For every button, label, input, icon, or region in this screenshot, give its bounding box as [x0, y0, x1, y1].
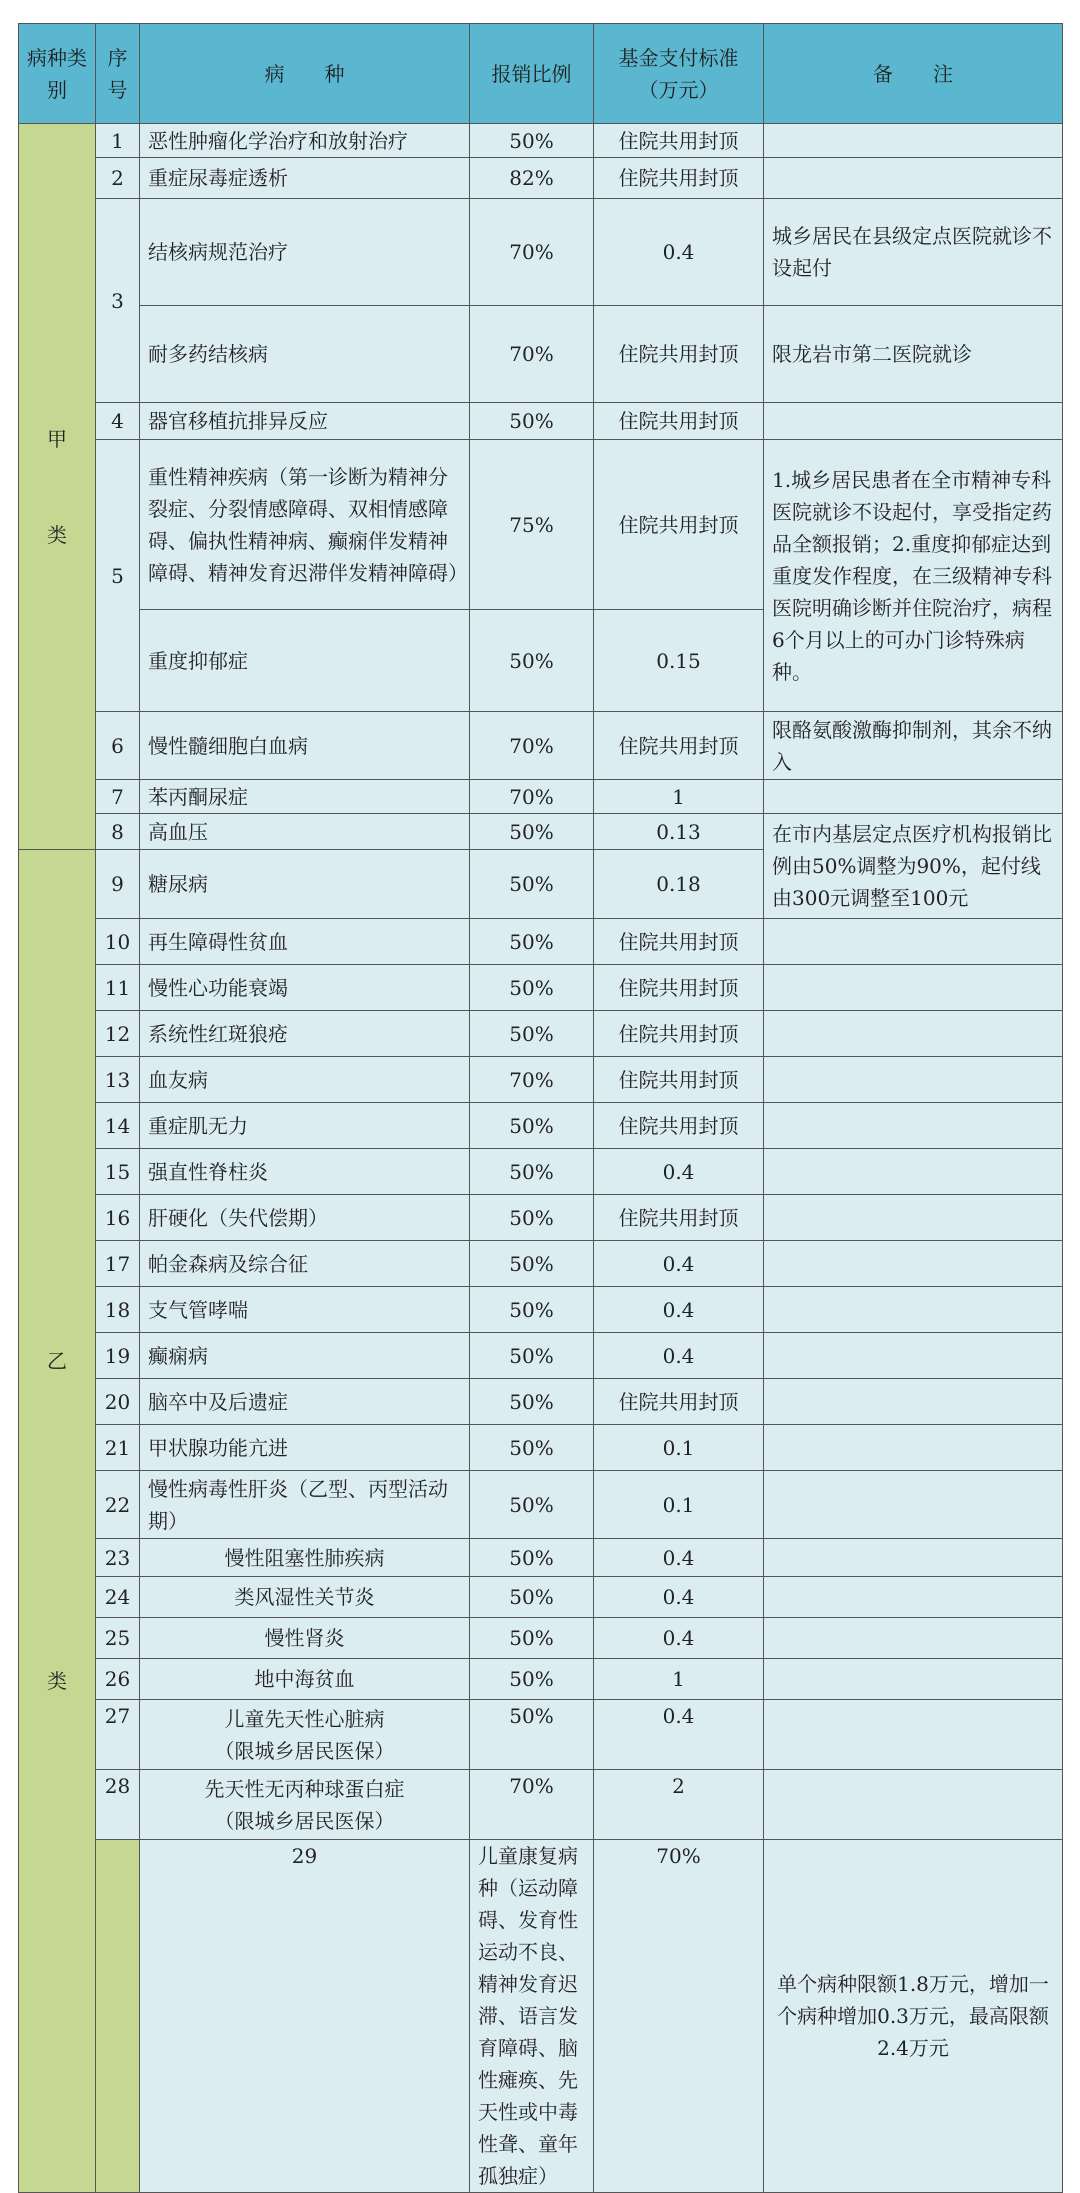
remark [764, 919, 1063, 965]
remark [764, 1471, 1063, 1539]
disease-name: 重性精神疾病（第一诊断为精神分裂症、分裂情感障碍、双相情感障碍、偏执性精神病、癫痫伴发精神障碍、精神发育迟滞伴发精神障碍） [140, 440, 470, 610]
fund-standard: 1 [594, 780, 764, 814]
reimbursement-ratio: 50% [470, 1195, 594, 1241]
reimbursement-ratio: 50% [470, 1471, 594, 1539]
fund-standard: 1 [594, 1659, 764, 1700]
reimbursement-ratio: 50% [470, 610, 594, 712]
header-fund-line1: 基金支付标准 [618, 45, 739, 70]
reimbursement-ratio: 70% [470, 306, 594, 403]
table-row [19, 199, 1063, 306]
remark [764, 1287, 1063, 1333]
disease-name: 重症肌无力 [140, 1103, 470, 1149]
reimbursement-ratio: 70% [470, 712, 594, 780]
disease-name: 慢性心功能衰竭 [140, 965, 470, 1011]
header-remark: 备 注 [764, 24, 1063, 124]
fund-standard: 住院共用封顶 [594, 965, 764, 1011]
reimbursement-ratio: 50% [470, 1659, 594, 1700]
reimbursement-ratio: 75% [470, 440, 594, 610]
disease-name: 高血压 [140, 814, 470, 850]
table-row [19, 1287, 1063, 1333]
fund-standard: 住院共用封顶 [594, 306, 764, 403]
row-number: 11 [96, 965, 140, 1011]
reimbursement-ratio: 70% [470, 1770, 594, 1840]
remark [764, 1011, 1063, 1057]
header-category: 病种类别 [19, 24, 96, 124]
category-yi-char2: 类 [47, 1669, 67, 1693]
category-jia [19, 124, 96, 850]
fund-standard: 0.15 [594, 610, 764, 712]
disease-name: 重度抑郁症 [140, 610, 470, 712]
fund-standard: 单个病种限额1.8万元，增加一个病种增加0.3万元，最高限额2.4万元 [764, 1840, 1063, 2193]
fund-standard: 住院共用封顶 [594, 712, 764, 780]
fund-standard: 住院共用封顶 [594, 1103, 764, 1149]
fund-standard: 0.4 [594, 1287, 764, 1333]
fund-standard: 0.4 [594, 1149, 764, 1195]
disease-name: 慢性髓细胞白血病 [140, 712, 470, 780]
reimbursement-ratio: 50% [470, 814, 594, 850]
remark [764, 1057, 1063, 1103]
remark [764, 965, 1063, 1011]
reimbursement-ratio: 50% [470, 1149, 594, 1195]
header-disease: 病 种 [140, 24, 470, 124]
disease-name: 癫痫病 [140, 1333, 470, 1379]
category-yi-continuation [96, 1840, 140, 2193]
disease-name: 地中海贫血 [140, 1659, 470, 1700]
remark [764, 1333, 1063, 1379]
reimbursement-ratio: 50% [470, 1287, 594, 1333]
fund-standard: 住院共用封顶 [594, 919, 764, 965]
remark: 限酪氨酸激酶抑制剂，其余不纳入 [764, 712, 1063, 780]
fund-standard: 住院共用封顶 [594, 1379, 764, 1425]
remark [764, 1577, 1063, 1618]
table-row [19, 1700, 1063, 1770]
disease-name-line1: 先天性无丙种球蛋白症 [204, 1776, 405, 1801]
disease-name: 血友病 [140, 1057, 470, 1103]
category-yi-char1: 乙 [47, 1349, 67, 1373]
fund-standard: 住院共用封顶 [594, 124, 764, 158]
table-row [19, 1471, 1063, 1539]
fund-standard: 0.4 [594, 1241, 764, 1287]
disease-name-line1: 儿童先天性心脏病 [224, 1706, 385, 1731]
table-row [19, 1618, 1063, 1659]
table-row [19, 1103, 1063, 1149]
table-row [19, 306, 1063, 403]
disease-name-line2: （限城乡居民医保） [214, 1808, 395, 1833]
table-row [19, 814, 1063, 850]
fund-standard: 住院共用封顶 [594, 158, 764, 199]
fund-standard: 0.13 [594, 814, 764, 850]
reimbursement-ratio: 50% [470, 124, 594, 158]
disease-reimbursement-table [18, 23, 1062, 2193]
fund-standard: 住院共用封顶 [594, 1057, 764, 1103]
table-row [19, 780, 1063, 814]
row-number: 21 [96, 1425, 140, 1471]
table-row [19, 158, 1063, 199]
table-row [19, 965, 1063, 1011]
header-fund-line2: （万元） [638, 77, 719, 102]
row-number: 1 [96, 124, 140, 158]
fund-standard: 住院共用封顶 [594, 1195, 764, 1241]
remark: 限龙岩市第二医院就诊 [764, 306, 1063, 403]
reimbursement-ratio: 82% [470, 158, 594, 199]
reimbursement-ratio: 50% [470, 1700, 594, 1770]
fund-standard: 0.4 [594, 1700, 764, 1770]
disease-name: 强直性脊柱炎 [140, 1149, 470, 1195]
reimbursement-ratio: 70% [594, 1840, 764, 2193]
disease-name: 慢性肾炎 [140, 1618, 470, 1659]
fund-standard: 2 [594, 1770, 764, 1840]
table-row [19, 440, 1063, 610]
disease-name: 器官移植抗排异反应 [140, 403, 470, 440]
table-row [19, 1333, 1063, 1379]
reimbursement-ratio: 50% [470, 1539, 594, 1577]
table-row [19, 1241, 1063, 1287]
reimbursement-ratio: 50% [470, 1618, 594, 1659]
row-number: 18 [96, 1287, 140, 1333]
reimbursement-ratio: 50% [470, 1103, 594, 1149]
fund-standard: 0.18 [594, 850, 764, 919]
table-row [19, 403, 1063, 440]
table-row [19, 1379, 1063, 1425]
row-number: 28 [96, 1770, 140, 1840]
disease-name: 再生障碍性贫血 [140, 919, 470, 965]
row-number: 7 [96, 780, 140, 814]
remark [764, 158, 1063, 199]
fund-standard: 0.1 [594, 1425, 764, 1471]
remark [764, 124, 1063, 158]
remark [764, 780, 1063, 814]
remark [764, 1770, 1063, 1840]
disease-name: 支气管哮喘 [140, 1287, 470, 1333]
row-number: 14 [96, 1103, 140, 1149]
remark [764, 1195, 1063, 1241]
remark [764, 403, 1063, 440]
header-ratio: 报销比例 [470, 24, 594, 124]
reimbursement-ratio: 50% [470, 1379, 594, 1425]
fund-standard: 0.4 [594, 1618, 764, 1659]
row-number: 12 [96, 1011, 140, 1057]
disease-name-line2: （限城乡居民医保） [214, 1738, 395, 1763]
disease-name [140, 1700, 470, 1770]
disease-name: 肝硬化（失代偿期） [140, 1195, 470, 1241]
reimbursement-ratio: 50% [470, 403, 594, 440]
disease-name: 类风湿性关节炎 [140, 1577, 470, 1618]
row-number: 15 [96, 1149, 140, 1195]
row-number: 2 [96, 158, 140, 199]
fund-standard: 0.4 [594, 199, 764, 306]
disease-name: 儿童康复病种（运动障碍、发育性运动不良、精神发育迟滞、语言发育障碍、脑性瘫痪、先天性或中毒性聋、童年孤独症） [470, 1840, 594, 2193]
row-number: 29 [140, 1840, 470, 2193]
row-number: 25 [96, 1618, 140, 1659]
reimbursement-ratio: 70% [470, 780, 594, 814]
table-row [19, 1149, 1063, 1195]
disease-name [140, 1770, 470, 1840]
row-number: 19 [96, 1333, 140, 1379]
table-row [19, 1057, 1063, 1103]
table-row [19, 1195, 1063, 1241]
remark [764, 1539, 1063, 1577]
remark [764, 1700, 1063, 1770]
remark [764, 1618, 1063, 1659]
table-row [19, 1011, 1063, 1057]
row-number: 3 [96, 199, 140, 403]
category-yi [19, 850, 96, 2193]
category-jia-char1: 甲 [47, 426, 67, 451]
header-fund [594, 24, 764, 124]
row-number: 9 [96, 850, 140, 919]
row-number: 8 [96, 814, 140, 850]
row-number: 13 [96, 1057, 140, 1103]
row-number: 26 [96, 1659, 140, 1700]
disease-name: 重症尿毒症透析 [140, 158, 470, 199]
reimbursement-ratio: 50% [470, 1333, 594, 1379]
row-number: 5 [96, 440, 140, 712]
disease-name: 耐多药结核病 [140, 306, 470, 403]
disease-name: 帕金森病及综合征 [140, 1241, 470, 1287]
remark [764, 1379, 1063, 1425]
row-number: 24 [96, 1577, 140, 1618]
category-jia-char2: 类 [47, 522, 67, 547]
fund-standard: 住院共用封顶 [594, 1011, 764, 1057]
row-number: 20 [96, 1379, 140, 1425]
table-row [19, 1577, 1063, 1618]
reimbursement-ratio: 70% [470, 1057, 594, 1103]
reimbursement-ratio: 50% [470, 850, 594, 919]
fund-standard: 住院共用封顶 [594, 440, 764, 610]
disease-name: 结核病规范治疗 [140, 199, 470, 306]
fund-standard: 0.4 [594, 1539, 764, 1577]
table-row [19, 1840, 1063, 2193]
table-row [19, 919, 1063, 965]
disease-name: 脑卒中及后遗症 [140, 1379, 470, 1425]
header-seq: 序号 [96, 24, 140, 124]
disease-name: 苯丙酮尿症 [140, 780, 470, 814]
remark: 1.城乡居民患者在全市精神专科医院就诊不设起付，享受指定药品全额报销；2.重度抑郁症达到重度发作程度，在三级精神专科医院明确诊断并住院治疗，病程6个月以上的可办门诊特殊病种。 [764, 440, 1063, 712]
reimbursement-ratio: 50% [470, 1577, 594, 1618]
disease-name: 恶性肿瘤化学治疗和放射治疗 [140, 124, 470, 158]
remark [764, 1659, 1063, 1700]
row-number: 6 [96, 712, 140, 780]
fund-standard: 住院共用封顶 [594, 403, 764, 440]
disease-name: 系统性红斑狼疮 [140, 1011, 470, 1057]
remark [764, 1425, 1063, 1471]
row-number: 10 [96, 919, 140, 965]
reimbursement-ratio: 70% [470, 199, 594, 306]
table-row [19, 1425, 1063, 1471]
table-row [19, 712, 1063, 780]
reimbursement-ratio: 50% [470, 1011, 594, 1057]
row-number: 16 [96, 1195, 140, 1241]
disease-name: 甲状腺功能亢进 [140, 1425, 470, 1471]
disease-name: 慢性阻塞性肺疾病 [140, 1539, 470, 1577]
table-row [19, 124, 1063, 158]
reimbursement-ratio: 50% [470, 965, 594, 1011]
row-number: 22 [96, 1471, 140, 1539]
table-row [19, 1659, 1063, 1700]
fund-standard: 0.4 [594, 1333, 764, 1379]
row-number: 23 [96, 1539, 140, 1577]
table-row [19, 1539, 1063, 1577]
remark: 城乡居民在县级定点医院就诊不设起付 [764, 199, 1063, 306]
row-number: 4 [96, 403, 140, 440]
fund-standard: 0.1 [594, 1471, 764, 1539]
fund-standard: 0.4 [594, 1577, 764, 1618]
reimbursement-ratio: 50% [470, 1241, 594, 1287]
remark: 在市内基层定点医疗机构报销比例由50%调整为90%，起付线由300元调整至100元 [764, 814, 1063, 919]
remark [764, 1241, 1063, 1287]
disease-name: 慢性病毒性肝炎（乙型、丙型活动期） [140, 1471, 470, 1539]
row-number: 17 [96, 1241, 140, 1287]
remark [764, 1103, 1063, 1149]
disease-name: 糖尿病 [140, 850, 470, 919]
row-number: 27 [96, 1700, 140, 1770]
table-row [19, 1770, 1063, 1840]
reimbursement-ratio: 50% [470, 919, 594, 965]
remark [764, 1149, 1063, 1195]
header-row [19, 24, 1063, 124]
reimbursement-ratio: 50% [470, 1425, 594, 1471]
